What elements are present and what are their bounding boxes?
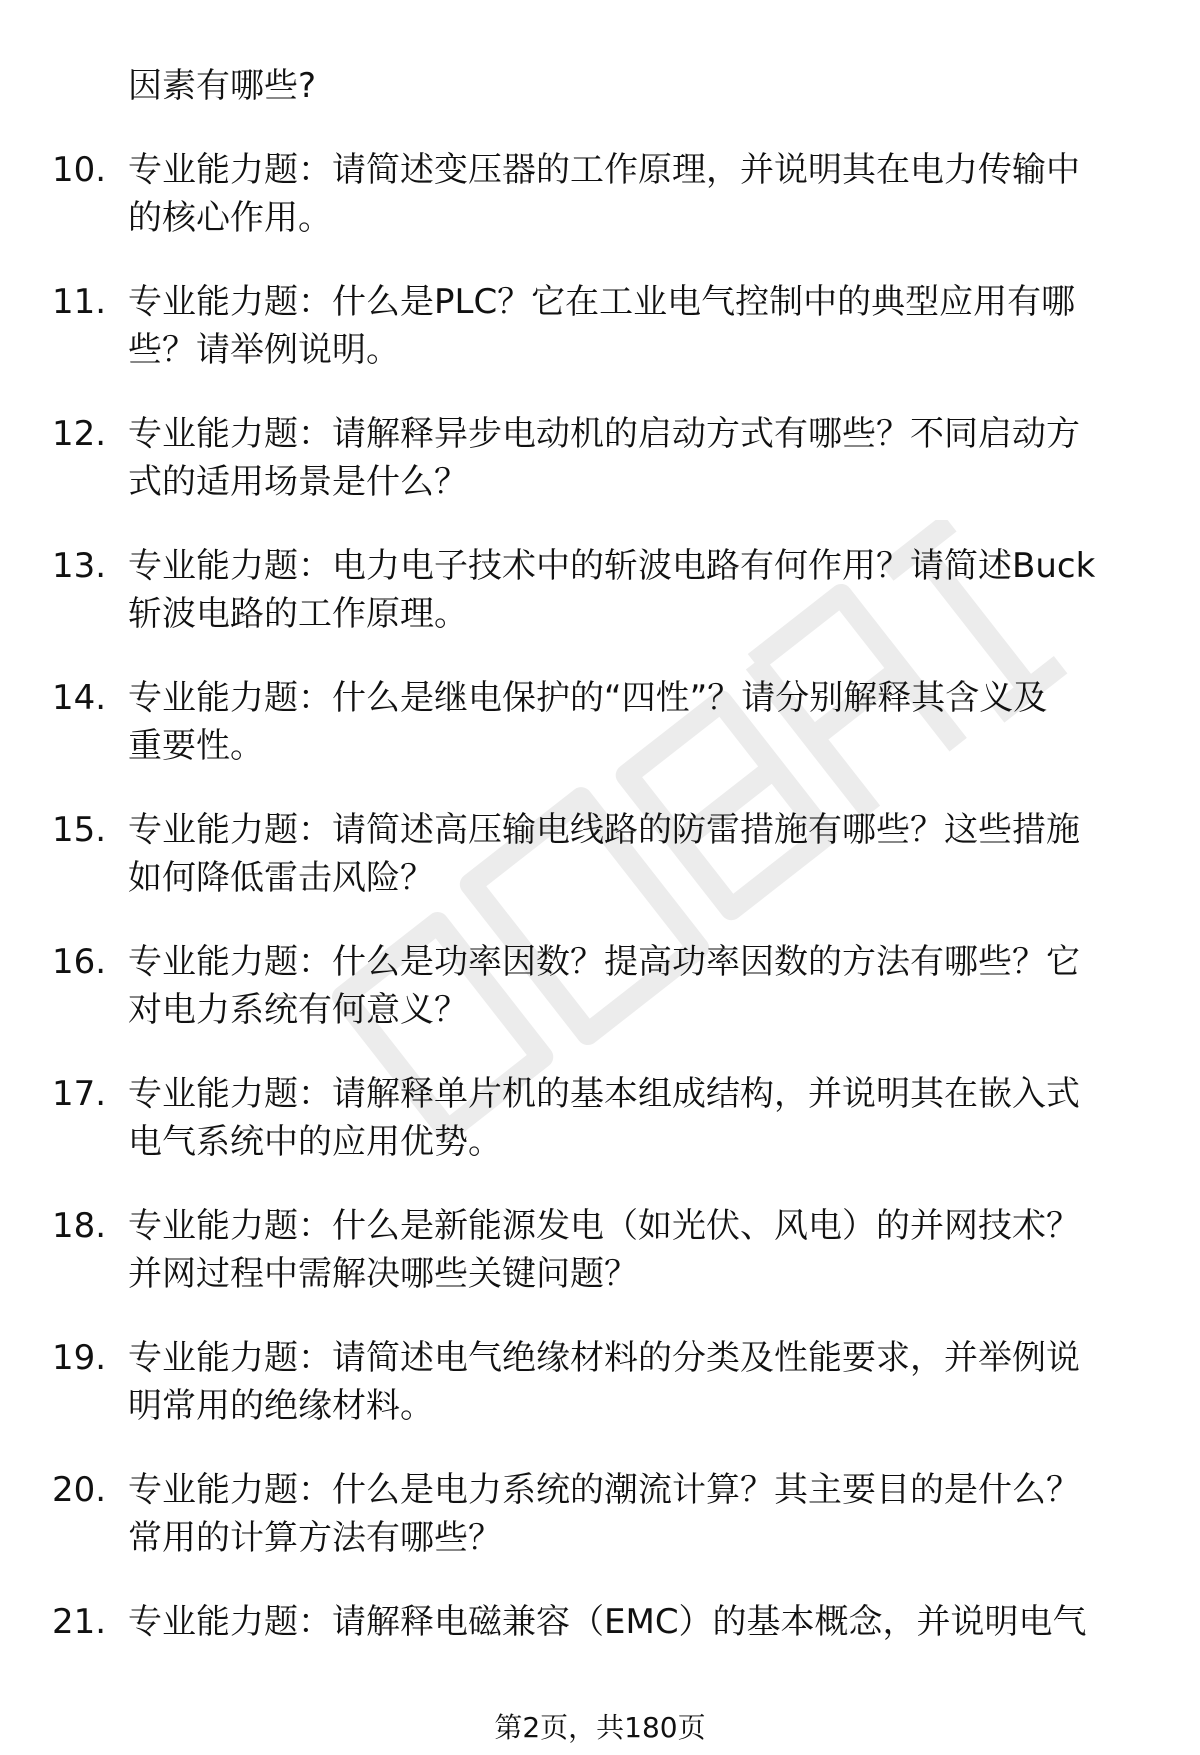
question-item xyxy=(0,542,1200,638)
question-text-line: 专业能力题：请解释异步电动机的启动方式有哪些？不同启动方 xyxy=(128,414,1080,454)
question-number: 18. xyxy=(52,1206,107,1246)
question-item xyxy=(0,410,1200,506)
question-text-line: 式的适用场景是什么？ xyxy=(128,462,468,502)
question-number: 11. xyxy=(52,282,107,322)
question-text-line: 并网过程中需解决哪些关键问题？ xyxy=(128,1254,638,1294)
question-text-line: 专业能力题：什么是新能源发电（如光伏、风电）的并网技术？ xyxy=(128,1206,1080,1246)
continuation-text: 因素有哪些? xyxy=(128,66,317,106)
question-item xyxy=(0,806,1200,902)
question-number: 17. xyxy=(52,1074,107,1114)
question-text-line: 斩波电路的工作原理。 xyxy=(128,594,468,634)
question-item xyxy=(0,1070,1200,1166)
question-number: 10. xyxy=(52,150,107,190)
question-item xyxy=(0,1334,1200,1430)
question-item xyxy=(0,1598,1200,1694)
question-item xyxy=(0,1202,1200,1298)
question-text-line: 专业能力题：什么是PLC？它在工业电气控制中的典型应用有哪 xyxy=(128,282,1076,322)
page-footer: 第2页，共180页 xyxy=(494,1711,706,1744)
question-text-line: 如何降低雷击风险？ xyxy=(128,858,434,898)
question-text-line: 专业能力题：请简述变压器的工作原理，并说明其在电力传输中 xyxy=(128,150,1080,190)
question-number: 12. xyxy=(52,414,107,454)
question-number: 14. xyxy=(52,678,107,718)
question-text-line: 专业能力题：什么是继电保护的“四性”？请分别解释其含义及 xyxy=(128,678,1048,718)
question-number: 15. xyxy=(52,810,107,850)
question-item xyxy=(0,1466,1200,1562)
question-text-line: 明常用的绝缘材料。 xyxy=(128,1386,434,1426)
question-number: 20. xyxy=(52,1470,107,1510)
question-text-line: 重要性。 xyxy=(128,726,264,766)
question-text-line: 专业能力题：什么是电力系统的潮流计算？其主要目的是什么？ xyxy=(128,1470,1080,1510)
question-number: 19. xyxy=(52,1338,107,1378)
question-text-line: 常用的计算方法有哪些？ xyxy=(128,1518,502,1558)
question-text-line: 些？请举例说明。 xyxy=(128,330,400,370)
question-text-line: 对电力系统有何意义？ xyxy=(128,990,468,1030)
question-text-line: 专业能力题：请简述电气绝缘材料的分类及性能要求，并举例说 xyxy=(128,1338,1080,1378)
question-number: 13. xyxy=(52,546,107,586)
question-text-line: 专业能力题：什么是功率因数？提高功率因数的方法有哪些？它 xyxy=(128,942,1080,982)
question-item xyxy=(0,146,1200,242)
question-number: 16. xyxy=(52,942,107,982)
question-text-line: 专业能力题：请解释单片机的基本组成结构，并说明其在嵌入式 xyxy=(128,1074,1080,1114)
question-text-line: 的核心作用。 xyxy=(128,198,332,238)
question-list xyxy=(0,146,1200,1730)
question-text-line: 专业能力题：请简述高压输电线路的防雷措施有哪些？这些措施 xyxy=(128,810,1080,850)
question-item xyxy=(0,278,1200,374)
question-text-line: 电气系统中的应用优势。 xyxy=(128,1122,502,1162)
question-text-line: 专业能力题：电力电子技术中的斩波电路有何作用？请简述Buck xyxy=(128,546,1096,586)
question-item xyxy=(0,674,1200,770)
question-item xyxy=(0,938,1200,1034)
question-text-line: 专业能力题：请解释电磁兼容（EMC）的基本概念，并说明电气 xyxy=(128,1602,1087,1642)
question-number: 21. xyxy=(52,1602,107,1642)
